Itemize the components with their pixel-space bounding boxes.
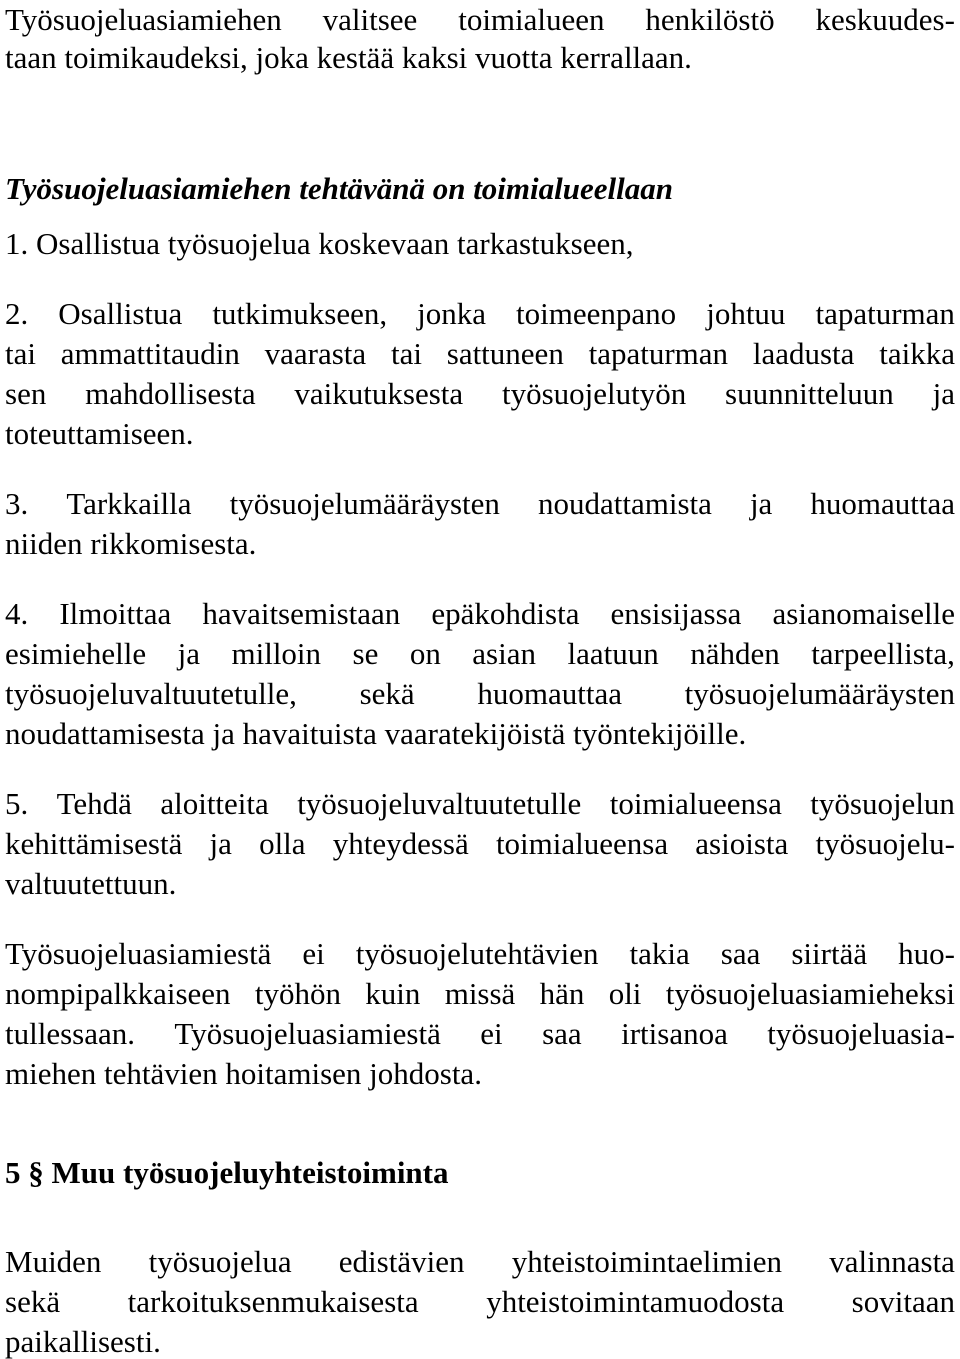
word: epäkohdista: [431, 596, 580, 631]
word: sekä: [359, 676, 415, 711]
word: työsuojeluasia-: [767, 1016, 955, 1051]
word: valinnasta: [829, 1244, 955, 1279]
word: työsuojelumääräysten: [684, 676, 955, 711]
word: laatuun: [567, 636, 659, 671]
word: työsuojelumääräysten: [229, 486, 500, 521]
word: laadusta: [752, 336, 855, 371]
word: saa: [720, 936, 761, 971]
word: suunnitteluun: [725, 376, 894, 411]
word: huomauttaa: [810, 486, 955, 521]
text-line: [5, 638, 955, 669]
word: Työsuojeluasiamiestä: [174, 1016, 441, 1051]
word: tai: [5, 336, 36, 371]
word: se: [352, 636, 379, 671]
word: johtuu: [706, 296, 786, 331]
word: ei: [480, 1016, 503, 1051]
duties-heading: Työsuojeluasiamiehen tehtävänä on toimialueellaan: [5, 171, 673, 206]
word: toimeenpano: [516, 296, 677, 331]
word: työsuojeluvaltuutetulle: [297, 786, 582, 821]
word: vaikutuksesta: [294, 376, 464, 411]
word: ammattitaudin: [60, 336, 240, 371]
word: edistävien: [338, 1244, 465, 1279]
word: tarkoituksenmukaisesta: [127, 1284, 419, 1319]
word: huo-: [898, 936, 955, 971]
text-line: [5, 788, 955, 819]
word: työsuojelu-: [815, 826, 955, 861]
word: sen: [5, 376, 47, 411]
word: yhteydessä: [332, 826, 469, 861]
text-line: niiden rikkomisesta.: [5, 526, 257, 561]
word: missä: [444, 976, 516, 1011]
word: asianomaiselle: [772, 596, 955, 631]
word: siirtää: [791, 936, 868, 971]
text-line: [5, 598, 955, 629]
word: ja: [932, 376, 955, 411]
word: tapaturman: [815, 296, 955, 331]
word: Työsuojeluasiamiestä: [5, 936, 272, 971]
word: Tarkkailla: [66, 486, 192, 521]
word: nompipalkkaiseen: [5, 976, 231, 1011]
text-line: [5, 1286, 955, 1317]
text-line: [5, 978, 955, 1009]
text-line: noudattamisesta ja havaituista vaaratekijöistä työntekijöille.: [5, 716, 747, 751]
word: 5.: [5, 786, 29, 821]
word: irtisanoa: [621, 1016, 728, 1051]
word: sattuneen: [446, 336, 564, 371]
word: ensisijassa: [610, 596, 742, 631]
text-line: [5, 298, 955, 329]
word: toimialueensa: [495, 826, 669, 861]
word: kehittämisestä: [5, 826, 183, 861]
word: ja: [209, 826, 232, 861]
word: työsuojeluasiamieheksi: [665, 976, 955, 1011]
word: jonka: [417, 296, 487, 331]
word: Muiden: [5, 1244, 102, 1279]
word: toimialueen: [458, 2, 605, 37]
word: 3.: [5, 486, 29, 521]
word: havaitsemistaan: [202, 596, 401, 631]
word: henkilöstö: [645, 2, 775, 37]
word: asian: [472, 636, 536, 671]
word: sekä: [5, 1284, 61, 1319]
word: hän: [539, 976, 585, 1011]
word: työsuojeluvaltuutetulle,: [5, 676, 297, 711]
word: vaarasta: [264, 336, 367, 371]
word: tai: [390, 336, 422, 371]
text-line: [5, 4, 955, 35]
text-line: [5, 488, 955, 519]
word: ja: [749, 486, 773, 521]
word: keskuudes-: [815, 2, 955, 37]
text-line: [5, 938, 955, 969]
word: noudattamista: [537, 486, 712, 521]
word: työhön: [254, 976, 341, 1011]
word: asioista: [695, 826, 789, 861]
word: yhteistoimintaelimien: [511, 1244, 783, 1279]
word: kuin: [365, 976, 421, 1011]
word: 2.: [5, 296, 29, 331]
word: Ilmoittaa: [59, 596, 172, 631]
word: tutkimukseen,: [212, 296, 388, 331]
word: tullessaan.: [5, 1016, 135, 1051]
text-line: [5, 828, 955, 859]
word: ja: [177, 636, 201, 671]
word: mahdollisesta: [85, 376, 256, 411]
word: saa: [542, 1016, 582, 1051]
word: aloitteita: [160, 786, 269, 821]
word: tarpeellista,: [811, 636, 955, 671]
text-line: valtuutettuun.: [5, 866, 177, 901]
word: sovitaan: [851, 1284, 955, 1319]
text-line: paikallisesti.: [5, 1324, 161, 1359]
word: olla: [259, 826, 306, 861]
word: oli: [608, 976, 642, 1011]
text-line: miehen tehtävien hoitamisen johdosta.: [5, 1056, 482, 1091]
text-line: [5, 1246, 955, 1277]
word: valitsee: [322, 2, 418, 37]
word: työsuojelutehtävien: [355, 936, 599, 971]
text-line: taan toimikaudeksi, joka kestää kaksi vuotta kerrallaan.: [5, 40, 692, 75]
word: 4.: [5, 596, 29, 631]
text-line: toteuttamiseen.: [5, 416, 194, 451]
text-line: [5, 338, 955, 369]
word: työsuojelun: [810, 786, 955, 821]
text-line: [5, 1018, 955, 1049]
word: yhteistoimintamuodosta: [486, 1284, 785, 1319]
word: takia: [629, 936, 690, 971]
word: taikka: [879, 336, 955, 371]
word: tapaturman: [588, 336, 729, 371]
word: on: [409, 636, 441, 671]
text-line: [5, 378, 955, 409]
word: Tehdä: [56, 786, 132, 821]
word: työsuojelutyön: [501, 376, 687, 411]
text-line: 1. Osallistua työsuojelua koskevaan tarkastukseen,: [5, 226, 634, 261]
word: työsuojelua: [148, 1244, 292, 1279]
section-heading: 5 § Muu työsuojeluyhteistoiminta: [5, 1155, 449, 1190]
word: Työsuojeluasiamiehen: [5, 2, 282, 37]
text-line: [5, 678, 955, 709]
word: ei: [302, 936, 325, 971]
word: Osallistua: [58, 296, 183, 331]
word: nähden: [690, 636, 780, 671]
word: esimiehelle: [5, 636, 147, 671]
word: huomauttaa: [477, 676, 622, 711]
word: milloin: [231, 636, 322, 671]
word: toimialueensa: [609, 786, 782, 821]
